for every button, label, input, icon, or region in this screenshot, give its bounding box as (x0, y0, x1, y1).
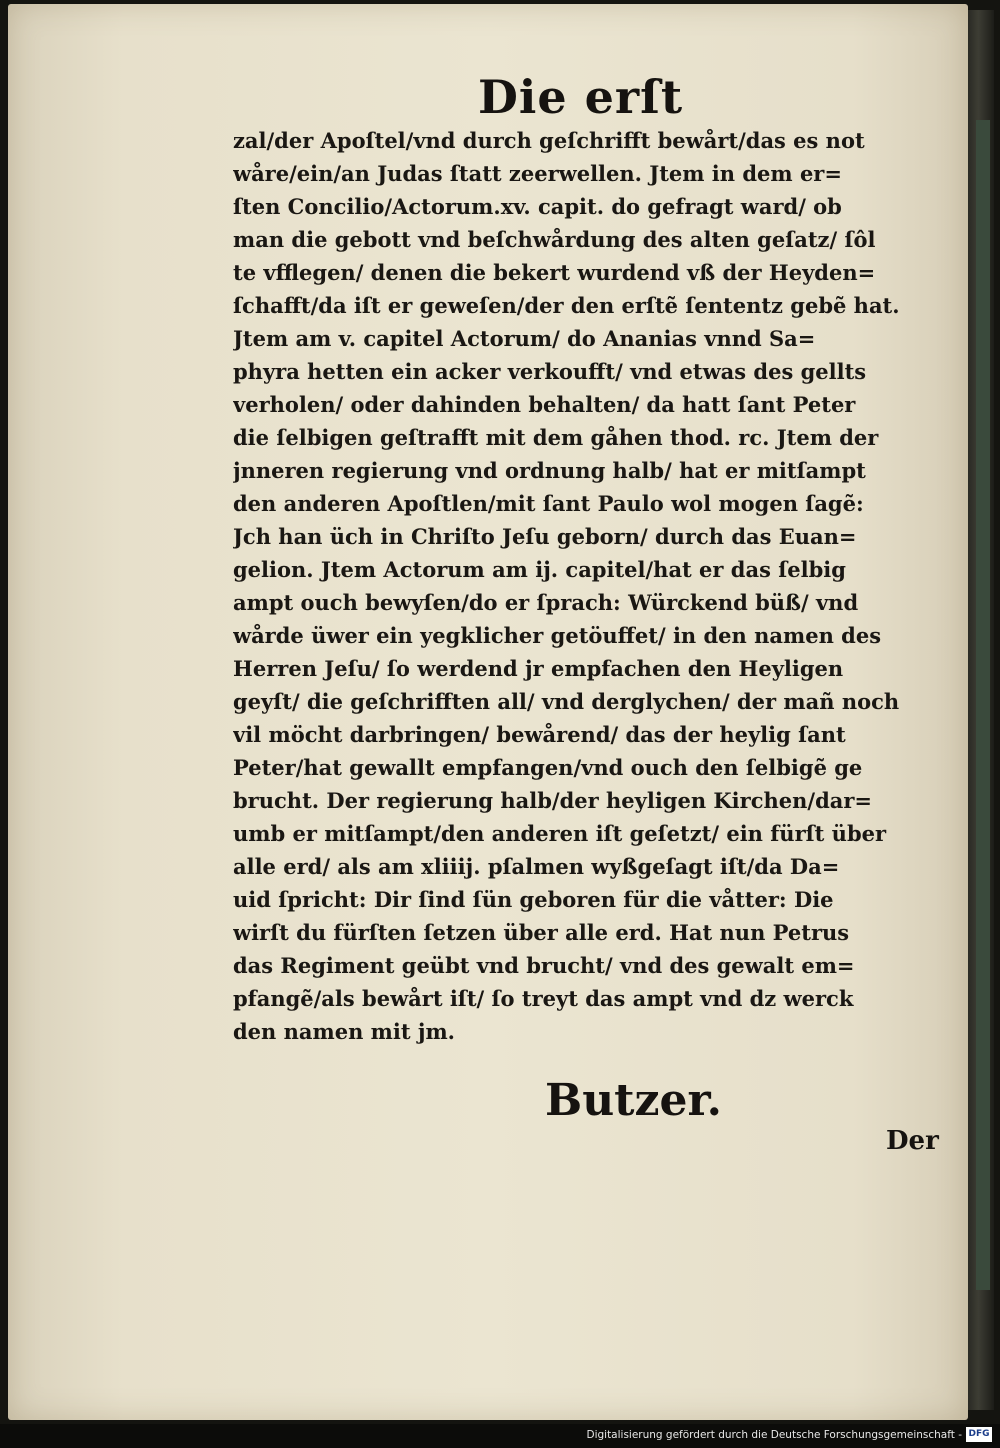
text-line: die ſelbigen geſtrafft mit dem gåhen thod. rc. Jtem der (233, 425, 879, 450)
text-line: gelion. Jtem Actorum am ij. capitel/hat er das ſelbig (233, 557, 846, 582)
footer-credit: Digitalisierung gefördert durch die Deutsche Forschungsgemeinschaft - (586, 1429, 962, 1441)
page-heading: Die erſt (478, 70, 684, 124)
text-line: den anderen Apoſtlen/mit ſant Paulo wol mogen ſagẽ: (233, 491, 864, 516)
book-edge (968, 10, 994, 1410)
text-line: wårde üwer ein yegklicher getöuffet/ in den namen des (233, 623, 882, 648)
text-line: geyſt/ die geſchrifften all/ vnd derglychen/ der mañ noch (233, 689, 900, 714)
text-line: te vfflegen/ denen die bekert wurdend vß der Heyden= (233, 260, 876, 285)
author-signature: Butzer. (545, 1075, 722, 1126)
text-line: uid ſpricht: Dir ſind ſün geboren für die våtter: Die (233, 887, 834, 912)
text-line: wåre/ein/an Judas ſtatt zeerwellen. Jtem in dem er= (233, 161, 842, 186)
text-line: jnneren regierung vnd ordnung halb/ hat er mitſampt (233, 458, 866, 483)
text-line: das Regiment geübt vnd brucht/ vnd des gewalt em= (233, 953, 855, 978)
book-edge-strip (976, 120, 990, 1290)
text-line: man die gebott vnd beſchwårdung des alten geſatz/ ſôl (233, 227, 876, 252)
text-line: umb er mitſampt/den anderen iſt geſetzt/ ein fürſt über (233, 821, 887, 846)
text-line: alle erd/ als am xliiij. pſalmen wyßgeſagt iſt/da Da= (233, 854, 840, 879)
text-line: ſten Concilio/Actorum.xv. capit. do gefragt ward/ ob (233, 194, 842, 219)
text-line: Herren Jeſu/ ſo werdend jr empfachen den Heyligen (233, 656, 844, 681)
text-line: Jch han üch in Chriſto Jeſu geborn/ durch das Euan= (233, 524, 857, 549)
text-line: brucht. Der regierung halb/der heyligen Kirchen/dar= (233, 788, 873, 813)
text-line: phyra hetten ein acker verkoufft/ vnd etwas des gellts (233, 359, 867, 384)
text-line: pfangẽ/als bewårt iſt/ ſo treyt das ampt vnd dz werck (233, 986, 854, 1011)
text-line: ampt ouch bewyſen/do er ſprach: Würckend büß/ vnd (233, 590, 859, 615)
text-line: den namen mit jm. (233, 1019, 455, 1044)
text-line: Peter/hat gewallt empfangen/vnd ouch den ſelbigẽ ge (233, 755, 863, 780)
text-line: ſchafft/da iſt er geweſen/der den erſtẽ ſententz gebẽ hat. (233, 293, 900, 318)
text-block (233, 124, 949, 1048)
text-line: vil möcht darbringen/ bewårend/ das der heylig ſant (233, 722, 846, 747)
catchword: Der (886, 1126, 939, 1156)
text-line: wirſt du fürſten ſetzen über alle erd. Hat nun Petrus (233, 920, 850, 945)
text-line: verholen/ oder dahinden behalten/ da hatt ſant Peter (233, 392, 856, 417)
text-line: Jtem am v. capitel Actorum/ do Ananias vnnd Sa= (233, 326, 816, 351)
dfg-logo: DFG (966, 1427, 992, 1442)
text-line: zal/der Apoſtel/vnd durch geſchrifft bewårt/das es not (233, 128, 865, 153)
